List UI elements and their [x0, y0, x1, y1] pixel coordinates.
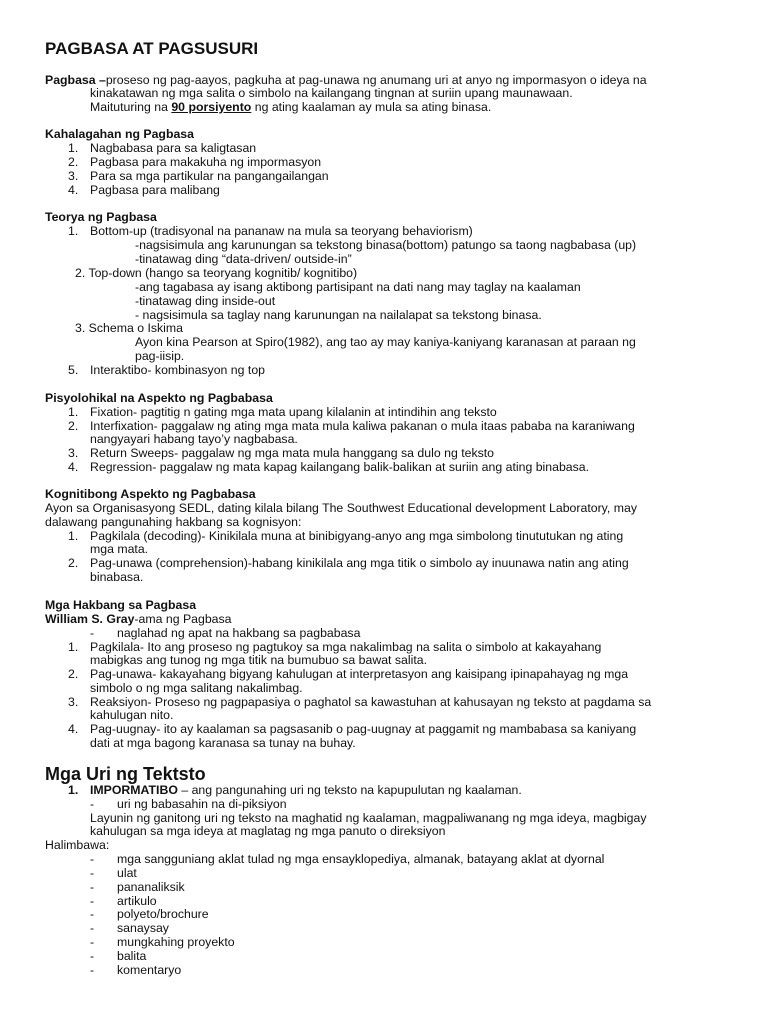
list-item: Para sa mga partikular na pangangailangan [90, 169, 329, 183]
list-number: 5. [68, 363, 79, 377]
list-number: 1. [68, 529, 79, 543]
list-number: 1. [68, 405, 79, 419]
list-item: Interaktibo- kombinasyon ng top [90, 363, 265, 377]
list-item: Pagkilala- Ito ang proseso ng pagtukoy sa mga nakalimbag na salita o simbolo at kakayahang [90, 640, 602, 654]
list-number: 1. [68, 640, 79, 654]
list-item-continued: nangyayari habang tayo’y nagbabasa. [90, 432, 298, 446]
definition-term: Pagbasa – [45, 73, 106, 87]
list-subitem: Ayon kina Pearson at Spiro(1982), ang tao ay may kaniya-kaniyang karanasan at paraan ng [135, 335, 636, 349]
dash-bullet: - [90, 866, 95, 880]
list-item: Regression- paggalaw ng mata kapag kailangang balik-balikan at suriin ang ating binabasa. [90, 460, 590, 474]
paragraph: Layunin ng ganitong uri ng teksto na maghatid ng kaalaman, magpaliwanang ng mga ideya, magbigay [90, 811, 647, 825]
list-number: 4. [68, 183, 79, 197]
list-number: 2. [68, 556, 79, 570]
author-line [45, 612, 232, 626]
type-description: – ang pangunahing uri ng teksto na kapupulutan ng kaalaman. [177, 783, 522, 797]
section-heading-kognitibo: Kognitibong Aspekto ng Pagbabasa [45, 487, 256, 501]
paragraph: dalawang pangunahing hakbang sa kognisyon: [45, 515, 302, 529]
definition-l3-c: ng ating kaalaman ay mula sa ating binasa. [251, 100, 492, 114]
example-item: balita [117, 949, 147, 963]
dash-bullet: - [90, 963, 95, 977]
example-item: artikulo [117, 894, 157, 908]
list-item-continued: kahulugan nito. [90, 708, 174, 722]
dash-bullet: - [90, 894, 95, 908]
list-item-continued: binabasa. [90, 570, 144, 584]
list-subitem: -tinatawag ding inside-out [135, 294, 276, 308]
dash-bullet: - [90, 880, 95, 894]
list-item: Bottom-up (tradisyonal na pananaw na mula sa teoryang behaviorism) [90, 224, 473, 238]
list-number: 1. [68, 783, 79, 797]
definition-text: proseso ng pag-aayos, pagkuha at pag-unawa ng anumang uri at anyo ng impormasyon o ideya na [105, 73, 647, 87]
list-number: 4. [68, 460, 79, 474]
list-item: Pagkilala (decoding)- Kinikilala muna at binibigyang-anyo ang mga simbolong tinututukan ng ating [90, 529, 624, 543]
list-item: Return Sweeps- paggalaw ng mga mata mula hanggang sa dulo ng teksto [90, 446, 495, 460]
examples-label: Halimbawa: [45, 838, 110, 852]
bullet-text: naglahad ng apat na hakbang sa pagbabasa [117, 626, 361, 640]
emphasis-percent: 90 porsiyento [171, 100, 252, 114]
dash-bullet: - [90, 921, 95, 935]
list-subitem: pag-iisip. [135, 349, 185, 363]
list-item-continued: dati at mga bagong karanasa sa tunay na buhay. [90, 736, 356, 750]
paragraph: Ayon sa Organisasyong SEDL, dating kilala bilang The Southwest Educational development Laboratory, may [45, 501, 637, 515]
list-subitem: -nagsisimula ang karunungan sa tekstong binasa(bottom) patungo sa taong nagbabasa (up) [135, 238, 637, 252]
author-role: -ama ng Pagbasa [134, 612, 232, 626]
example-item: komentaryo [117, 963, 182, 977]
example-item: sanaysay [117, 921, 169, 935]
definition-line-2: kinakatawan ng mga salita o simbolo na kailangang tingnan at suriin upang maunawaan. [90, 86, 573, 100]
section-heading-teorya: Teorya ng Pagbasa [45, 210, 157, 224]
section-heading-uri: Mga Uri ng Tektsto [45, 764, 206, 784]
dash-bullet: - [90, 949, 95, 963]
list-item: Reaksiyon- Proseso ng pagpapasiya o paghatol sa kawastuhan at kahusayan ng teksto at pagdama sa [90, 695, 652, 709]
dash-bullet: - [90, 935, 95, 949]
list-subitem: -tinatawag ding “data-driven/ outside-in” [135, 252, 352, 266]
list-item: Pagbasa para malibang [90, 183, 220, 197]
list-item: Pag-unawa (comprehension)-habang kinikilala ang mga titik o simbolo ay inuunawa natin ang ating [90, 556, 629, 570]
paragraph: kahulugan sa mga ideya at maglatag ng mga panuto o direksiyon [90, 824, 446, 838]
list-number: 1. [68, 224, 79, 238]
list-number: 2. [68, 419, 79, 433]
definition-line-3 [90, 100, 491, 114]
example-item: mungkahing proyekto [117, 935, 235, 949]
list-number: 3. [68, 169, 79, 183]
list-item: Interfixation- paggalaw ng ating mga mata mula kaliwa pakanan o mula itaas pababa na karaniwang [90, 419, 635, 433]
definition-l3-a: Maituturing na [90, 100, 172, 114]
list-number: 2. [68, 667, 79, 681]
list-item: 3. Schema o Iskima [75, 321, 183, 335]
list-number: 2. [68, 155, 79, 169]
list-item: Nagbabasa para sa kaligtasan [90, 141, 257, 155]
list-number: 3. [68, 695, 79, 709]
list-item: Pag-uugnay- ito ay kaalaman sa pagsasanib o pag-uugnay at paggamit ng mambabasa sa kaniyang [90, 722, 637, 736]
list-item: Pagbasa para makakuha ng impormasyon [90, 155, 322, 169]
example-item: mga sangguniang aklat tulad ng mga ensayklopediya, almanak, batayang aklat at dyornal [117, 852, 605, 866]
section-heading-pisyolohikal: Pisyolohikal na Aspekto ng Pagbabasa [45, 391, 273, 405]
dash-bullet: - [90, 907, 95, 921]
list-number: 3. [68, 446, 79, 460]
list-item: Fixation- pagtitig n gating mga mata upang kilalanin at intindihin ang teksto [90, 405, 497, 419]
example-item: polyeto/brochure [117, 907, 209, 921]
type-name: IMPORMATIBO [90, 783, 178, 797]
dash-bullet: - [90, 797, 95, 811]
example-item: ulat [117, 866, 137, 880]
list-subitem: -ang tagabasa ay isang aktibong partisipant na dati nang may taglay na kaalaman [135, 280, 581, 294]
example-item: pananaliksik [117, 880, 185, 894]
section-heading-hakbang: Mga Hakbang sa Pagbasa [45, 598, 197, 612]
list-item: 2. Top-down (hango sa teoryang kognitib/ kognitibo) [75, 266, 358, 280]
author-name: William S. Gray [45, 612, 135, 626]
list-number: 4. [68, 722, 79, 736]
dash-bullet: - [90, 852, 95, 866]
list-item-continued: mabigkas ang tunog ng mga titik na bumubuo sa bawat salita. [90, 653, 428, 667]
list-subitem: - nagsisimula sa taglay nang karunungan na nailalapat sa tekstong binasa. [135, 308, 542, 322]
section-heading-kahalagahan: Kahalagahan ng Pagbasa [45, 127, 194, 141]
list-item-continued: simbolo o ng mga salitang nakalimbag. [90, 681, 303, 695]
bullet-text: uri ng babasahin na di-piksiyon [117, 797, 287, 811]
page-title: PAGBASA AT PAGSUSURI [45, 39, 259, 58]
definition-line-1 [45, 73, 647, 87]
dash-bullet: - [90, 626, 95, 640]
list-number: 1. [68, 141, 79, 155]
list-item [90, 783, 522, 797]
list-item-continued: mga mata. [90, 542, 149, 556]
list-item: Pag-unawa- kakayahang bigyang kahulugan at interpretasyon ang kaisipang ipinapahayag ng mga [90, 667, 629, 681]
